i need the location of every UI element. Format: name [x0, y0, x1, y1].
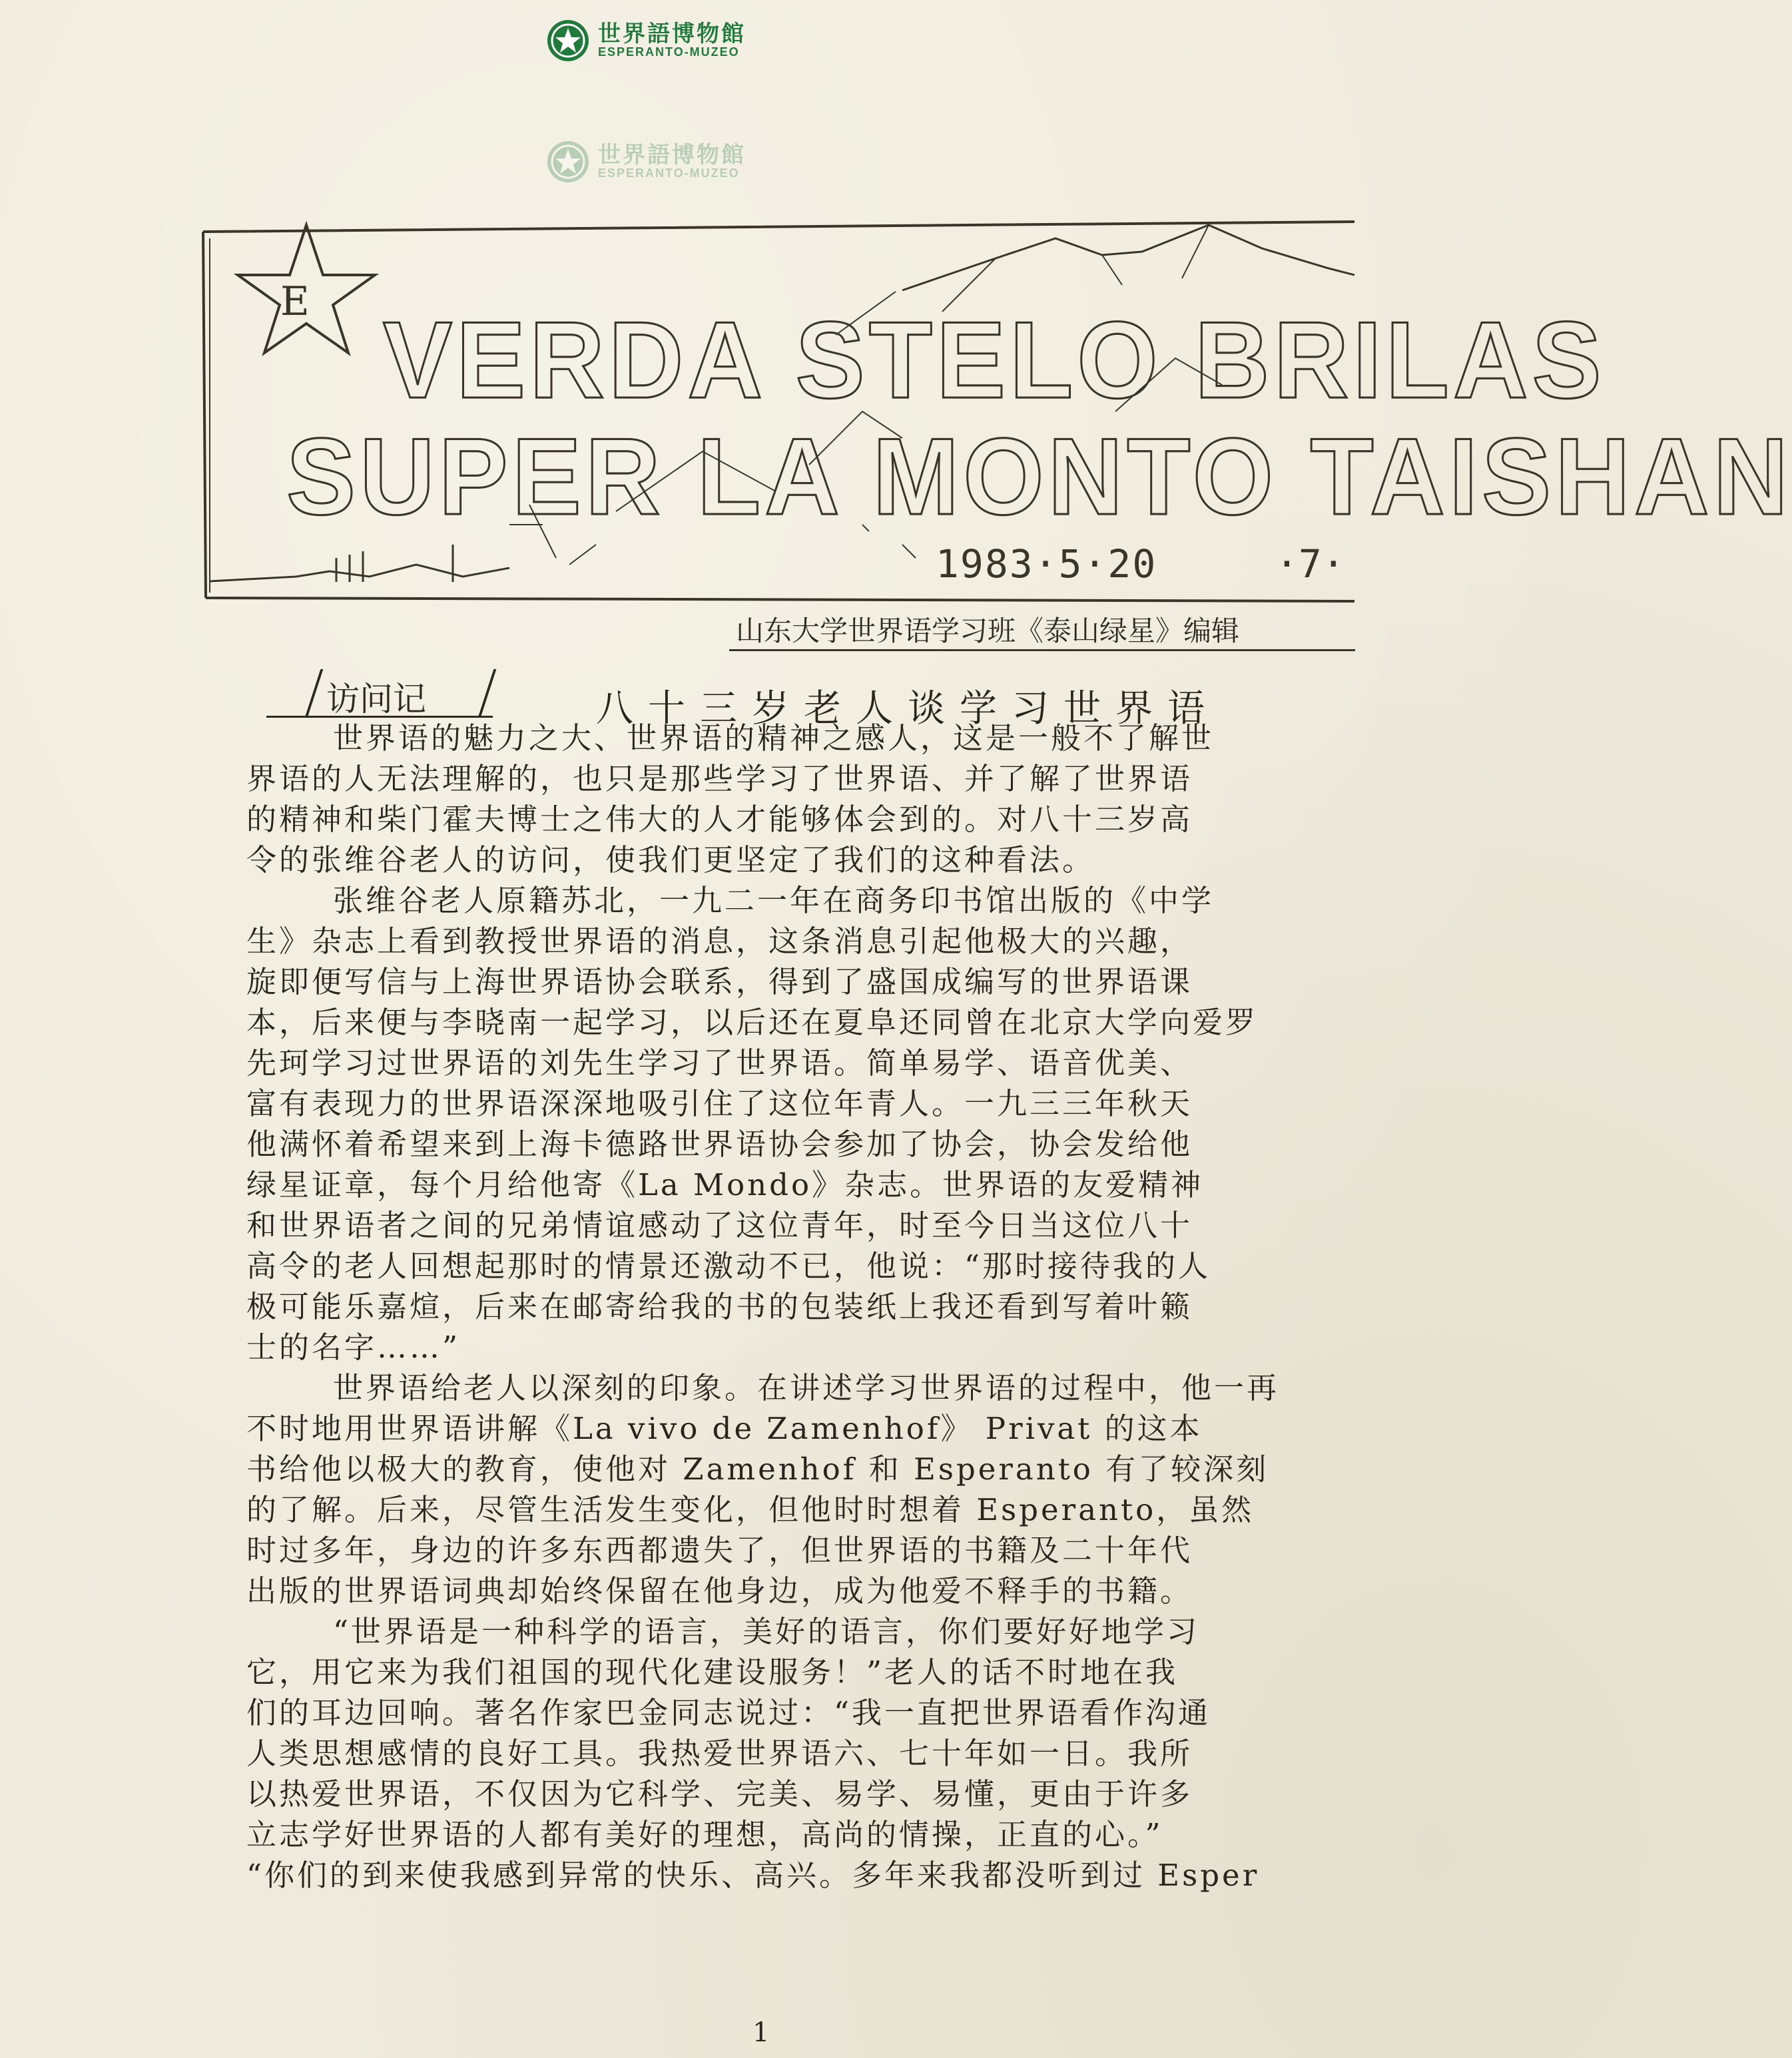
- museum-name-cn: 世界語博物館: [598, 20, 746, 47]
- article-title: 八十三岁老人谈学习世界语: [596, 687, 1219, 730]
- body-line: 以热爱世界语，不仅因为它科学、完美、易学、易懂，更由于许多: [246, 1776, 1193, 1812]
- body-line: 极可能乐嘉煊，后来在邮寄给我的书的包装纸上我还看到写着叶籁: [246, 1289, 1193, 1324]
- body-line: 们的耳边回响。著名作家巴金同志说过：“我一直把世界语看作沟通: [246, 1695, 1211, 1730]
- museum-name-eo-faint: ESPERANTO-MUZEO: [598, 166, 740, 180]
- body-line: 世界语给老人以深刻的印象。在讲述学习世界语的过程中，他一再: [333, 1370, 1280, 1406]
- body-line: 高令的老人回想起那时的情景还激动不已，他说：“那时接待我的人: [246, 1248, 1211, 1284]
- body-line: 富有表现力的世界语深深地吸引住了这位年青人。一九三三年秋天: [246, 1086, 1193, 1121]
- star-emblem-letter: E: [280, 278, 310, 325]
- body-line: 的了解。后来，尽管生活发生变化，但他时时想着 Esperanto，虽然: [246, 1492, 1255, 1527]
- issue-number: ·7·: [1275, 541, 1345, 587]
- museum-watermark: [546, 19, 746, 63]
- body-line: 和世界语者之间的兄弟情谊感动了这位青年，时至今日当这位八十: [246, 1208, 1193, 1243]
- page-number: 1: [752, 2017, 770, 2048]
- body-line: 旋即便写信与上海世界语协会联系，得到了盛国成编写的世界语课: [246, 964, 1193, 999]
- body-line: 人类思想感情的良好工具。我热爱世界语六、七十年如一日。我所: [246, 1736, 1193, 1771]
- section-tag-bracket-right: [479, 669, 503, 716]
- body-line: 令的张维谷老人的访问，使我们更坚定了我们的这种看法。: [246, 842, 1095, 878]
- museum-watermark-faint: [546, 140, 746, 184]
- body-line: 生》杂志上看到教授世界语的消息，这条消息引起他极大的兴趣，: [246, 923, 1193, 959]
- body-line: 它，用它来为我们祖国的现代化建设服务！”老人的话不时地在我: [246, 1655, 1179, 1690]
- body-line: “你们的到来使我感到异常的快乐、高兴。多年来我都没听到过 Esper: [246, 1858, 1260, 1893]
- body-line: 时过多年，身边的许多东西都遗失了，但世界语的书籍及二十年代: [246, 1533, 1193, 1568]
- masthead: [196, 212, 1792, 605]
- publisher-line: 山东大学世界语学习班《泰山绿星》编辑: [736, 615, 1240, 647]
- museum-name-eo: ESPERANTO-MUZEO: [598, 45, 740, 59]
- body-line: 张维谷老人原籍苏北，一九二一年在商务印书馆出版的《中学: [333, 883, 1215, 918]
- body-line: 士的名字……”: [246, 1330, 461, 1365]
- body-line: 世界语的魅力之大、世界语的精神之感人，这是一般不了解世: [333, 720, 1215, 756]
- body-line: “世界语是一种科学的语言，美好的语言，你们要好好地学习: [333, 1614, 1200, 1649]
- museum-name-cn-faint: 世界語博物館: [598, 141, 746, 168]
- issue-date: 1983·5·20: [936, 541, 1157, 587]
- body-line: 先珂学习过世界语的刘先生学习了世界语。简单易学、语音优美、: [246, 1045, 1193, 1081]
- masthead-title-line2: SUPER LA MONTO TAISHAN: [286, 416, 1792, 538]
- museum-emblem-icon: [546, 19, 590, 63]
- body-line: 书给他以极大的教育，使他对 Zamenhof 和 Esperanto 有了较深刻: [246, 1451, 1269, 1487]
- publisher-underline: [729, 649, 1355, 651]
- article-body: [246, 718, 1354, 1896]
- body-line: 本，后来便与李晓南一起学习，以后还在夏阜还同曾在北京大学向爱罗: [246, 1005, 1259, 1040]
- masthead-title-line1: VERDA STELO BRILAS: [383, 300, 1606, 421]
- museum-emblem-faint-icon: [546, 140, 590, 184]
- body-line: 出版的世界语词典却始终保留在他身边，成为他爱不释手的书籍。: [246, 1573, 1193, 1609]
- body-line: 他满怀着希望来到上海卡德路世界语协会参加了协会，协会发给他: [246, 1127, 1193, 1162]
- section-tag: 访问记: [326, 680, 426, 718]
- body-line: 的精神和柴门霍夫博士之伟大的人才能够体会到的。对八十三岁高: [246, 802, 1193, 837]
- body-line: 界语的人无法理解的，也只是那些学习了世界语、并了解了世界语: [246, 761, 1193, 796]
- body-line: 立志学好世界语的人都有美好的理想，高尚的情操，正直的心。”: [246, 1817, 1163, 1852]
- body-line: 绿星证章，每个月给他寄《La Mondo》杂志。世界语的友爱精神: [246, 1167, 1204, 1202]
- body-line: 不时地用世界语讲解《La vivo de Zamenhof》 Privat 的这本: [246, 1411, 1203, 1446]
